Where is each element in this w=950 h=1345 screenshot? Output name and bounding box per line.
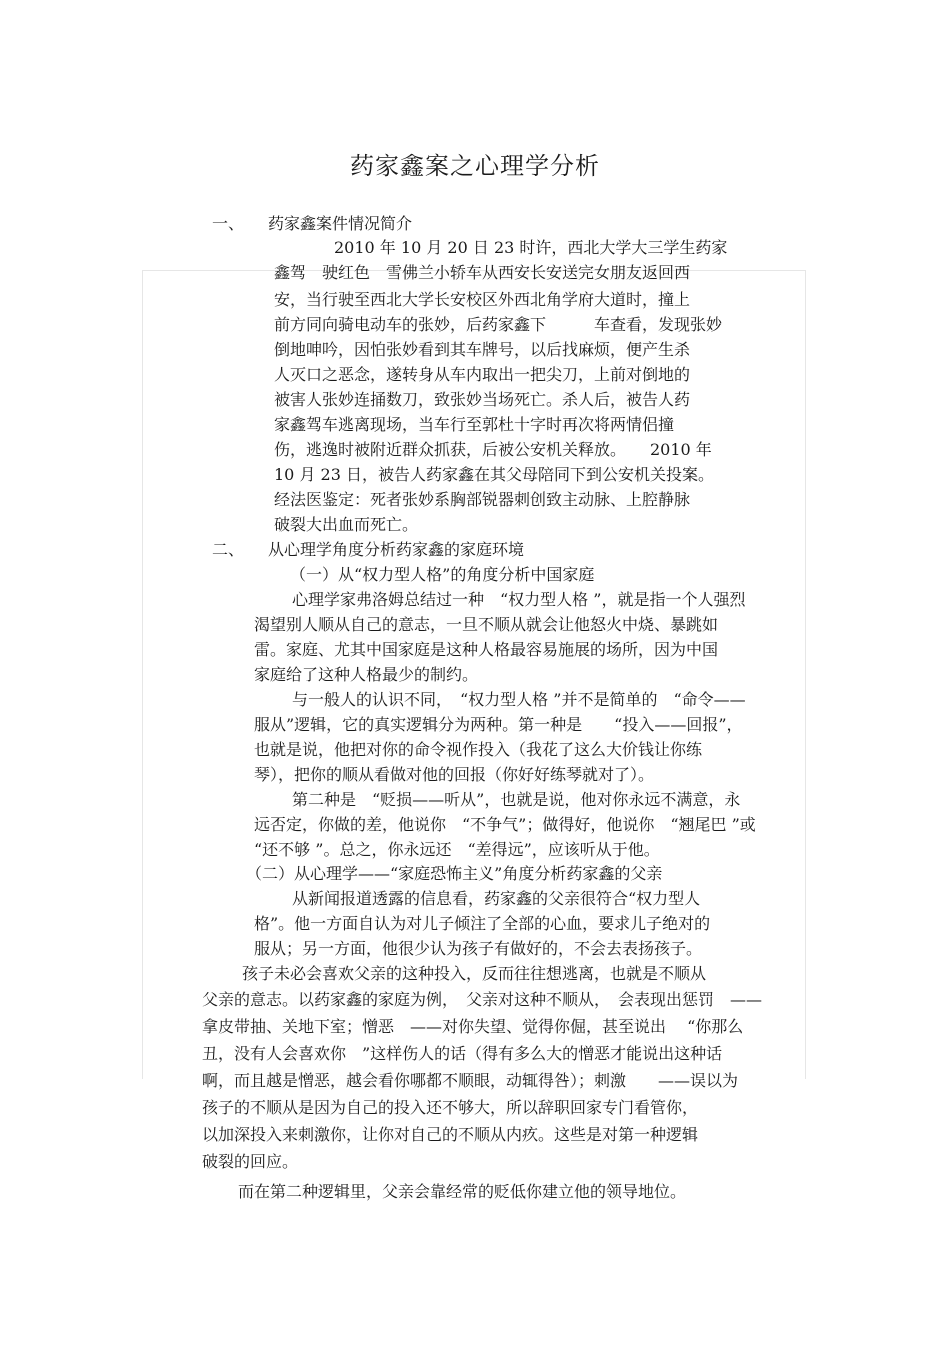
sub1-line-5: 与一般人的认识不同， “权力型人格 ”并不是简单的 “命令—— xyxy=(292,690,746,709)
section1-line-2: 鑫驾 驶红色 雪佛兰小轿车从西安长安送完女朋友返回西 xyxy=(274,263,691,282)
sub1-line-1: 心理学家弗洛姆总结过一种 “权力型人格 ”，就是指一个人强烈 xyxy=(292,590,746,609)
para-line-7: 以加深投入来刺激你，让你对自己的不顺从内疚。这些是对第一种逻辑 xyxy=(202,1125,699,1144)
sub2-line-2: 格”。他一方面自认为对儿子倾注了全部的心血，要求儿子绝对的 xyxy=(254,914,711,933)
para-line-3: 拿皮带抽、关地下室；憎恶 ——对你失望、觉得你倔，甚至说出 “你那么 xyxy=(202,1017,744,1036)
sub1-line-6: 服从”逻辑，它的真实逻辑分为两种。第一种是 “投入——回报”， xyxy=(254,715,743,734)
para-line-5: 啊，而且越是憎恶，越会看你哪都不顺眼，动辄得咎）；刺激 ——误以为 xyxy=(202,1071,739,1090)
para-line-6: 孩子的不顺从是因为自己的投入还不够大，所以辞职回家专门看管你， xyxy=(202,1098,699,1117)
section1-line-7: 被害人张妙连捅数刀，致张妙当场死亡。杀人后，被告人药 xyxy=(274,390,691,409)
sub1-line-2: 渴望别人顺从自己的意志，一旦不顺从就会让他怒火中烧、暴跳如 xyxy=(254,615,719,634)
para-line-4: 丑，没有人会喜欢你 ”这样伤人的话（得有多么大的憎恶才能说出这种话 xyxy=(202,1044,723,1063)
sub1-line-11: “还不够 ”。总之，你永远还 “差得远”，应该听从于他。 xyxy=(254,840,660,859)
sub1-line-4: 家庭给了这种人格最少的制约。 xyxy=(254,665,479,684)
section1-line-5: 倒地呻吟，因怕张妙看到其车牌号，以后找麻烦，便产生杀 xyxy=(274,340,691,359)
sub2-line-1: 从新闻报道透露的信息看，药家鑫的父亲很符合“权力型人 xyxy=(292,889,701,908)
page-title: 药家鑫案之心理学分析 xyxy=(350,152,600,180)
section1-line-10: 10 月 23 日，被告人药家鑫在其父母陪同下到公安机关投案。 xyxy=(274,465,714,484)
section1-line-11: 经法医鉴定：死者张妙系胸部锐器刺创致主动脉、上腔静脉 xyxy=(274,490,691,509)
sub2-line-3: 服从；另一方面，他很少认为孩子有做好的，不会去表扬孩子。 xyxy=(254,939,703,958)
section1-line-6: 人灭口之恶念，遂转身从车内取出一把尖刀，上前对倒地的 xyxy=(274,365,691,384)
section1-line-9: 伤，逃逸时被附近群众抓获，后被公安机关释放。 2010 年 xyxy=(274,440,712,459)
sub1-line-3: 雷。家庭、尤其中国家庭是这种人格最容易施展的场所，因为中国 xyxy=(254,640,719,659)
para-line-8: 破裂的回应。 xyxy=(202,1152,299,1171)
para-line-1: 孩子未必会喜欢父亲的这种投入，反而往往想逃离，也就是不顺从 xyxy=(242,964,707,983)
subsection1-heading: （一）从“权力型人格”的角度分析中国家庭 xyxy=(290,565,595,584)
sub1-line-7: 也就是说，他把对你的命令视作投入（我花了这么大价钱让你练 xyxy=(254,740,703,759)
section1-line-8: 家鑫驾车逃离现场，当车行至郭杜十字时再次将两情侣撞 xyxy=(274,415,675,434)
section1-line-3: 安，当行驶至西北大学长安校区外西北角学府大道时，撞上 xyxy=(274,290,691,309)
sub1-line-9: 第二种是 “贬损——听从”，也就是说，他对你永远不满意，永 xyxy=(292,790,741,809)
sub1-line-10: 远否定，你做的差，他说你 “不争气”；做得好，他说你 “翘尾巴 ”或 xyxy=(254,815,756,834)
section2-number: 二、 xyxy=(212,540,245,559)
section1-number: 一、 xyxy=(212,214,245,233)
section1-heading: 药家鑫案件情况简介 xyxy=(268,214,413,233)
sub1-line-8: 琴），把你的顺从看做对他的回报（你好好练琴就对了）。 xyxy=(254,765,655,784)
para-line-2: 父亲的意志。以药家鑫的家庭为例， 父亲对这种不顺从， 会表现出惩罚 —— xyxy=(202,990,763,1009)
section1-line-4: 前方同向骑电动车的张妙，后药家鑫下 车查看，发现张妙 xyxy=(274,315,723,334)
section2-heading: 从心理学角度分析药家鑫的家庭环境 xyxy=(268,540,525,559)
section1-line-1: 2010 年 10 月 20 日 23 时许，西北大学大三学生药家 xyxy=(334,238,728,257)
subsection2-heading: （二）从心理学——“家庭恐怖主义”角度分析药家鑫的父亲 xyxy=(246,864,663,883)
section1-line-12: 破裂大出血而死亡。 xyxy=(274,515,419,534)
para-line-9: 而在第二种逻辑里，父亲会靠经常的贬低你建立他的领导地位。 xyxy=(238,1182,687,1201)
